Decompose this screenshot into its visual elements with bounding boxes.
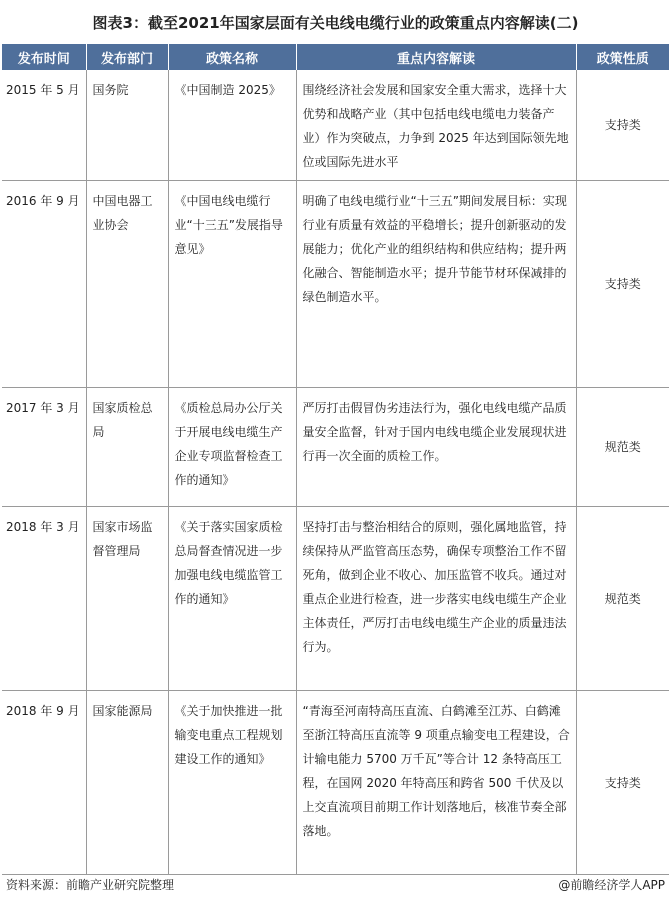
cell-policy: 《关于落实国家质检总局督查情况进一步加强电线电缆监管工作的通知》 xyxy=(168,507,296,691)
cell-dept: 中国电器工业协会 xyxy=(86,181,168,388)
cell-nature: 规范类 xyxy=(576,507,669,691)
cell-policy: 《中国制造 2025》 xyxy=(168,70,296,181)
table-row xyxy=(2,691,669,875)
table-row xyxy=(2,70,669,181)
cell-dept: 国家市场监督管理局 xyxy=(86,507,168,691)
cell-content: 严厉打击假冒伪劣违法行为，强化电线电缆产品质量安全监督，针对于国内电线电缆企业发展现状进行再一次全面的质检工作。 xyxy=(296,388,576,507)
chart-title: 图表3：截至2021年国家层面有关电线电缆行业的政策重点内容解读(二) xyxy=(92,13,579,32)
table-row xyxy=(2,181,669,388)
table-row xyxy=(2,388,669,507)
footer xyxy=(0,868,671,903)
cell-nature: 规范类 xyxy=(576,388,669,507)
cell-date: 2017 年 3 月 xyxy=(2,388,86,507)
cell-content: “青海至河南特高压直流、白鹤滩至江苏、白鹤滩至浙江特高压直流等 9 项重点输变电工程建设，合计输电能力 5700 万千瓦”等合计 12 条特高压工程，在国网 2020 年特高压和跨省 500 千伏及以上交直流项目前期工作计划落地后，核准节奏全部落地。 xyxy=(296,691,576,875)
table-row xyxy=(2,507,669,691)
header-policy: 政策名称 xyxy=(168,44,296,70)
header-content: 重点内容解读 xyxy=(296,44,576,70)
cell-content: 明确了电线电缆行业“十三五”期间发展目标：实现行业有质量有效益的平稳增长；提升创新驱动的发展能力；优化产业的组织结构和供应结构；提升两化融合、智能制造水平；提升节能节材环保减排的绿色制造水平。 xyxy=(296,181,576,388)
cell-date: 2015 年 5 月 xyxy=(2,70,86,181)
cell-policy: 《关于加快推进一批输变电重点工程规划建设工作的通知》 xyxy=(168,691,296,875)
cell-content: 围绕经济社会发展和国家安全重大需求，选择十大优势和战略产业（其中包括电线电缆电力装备产业）作为突破点，力争到 2025 年达到国际领先地位或国际先进水平 xyxy=(296,70,576,181)
cell-nature: 支持类 xyxy=(576,691,669,875)
policy-table xyxy=(2,44,669,875)
source-note: 资料来源：前瞻产业研究院整理 xyxy=(6,878,175,892)
cell-policy: 《中国电线电缆行业“十三五”发展指导意见》 xyxy=(168,181,296,388)
app-credit: @前瞻经济学人APP xyxy=(558,878,665,892)
cell-date: 2016 年 9 月 xyxy=(2,181,86,388)
header-dept: 发布部门 xyxy=(86,44,168,70)
cell-nature: 支持类 xyxy=(576,70,669,181)
cell-content: 坚持打击与整治相结合的原则，强化属地监管，持续保持从严监管高压态势，确保专项整治工作不留死角，做到企业不收心、加压监管不收兵。通过对重点企业进行检查，进一步落实电线电缆生产企业主体责任，严厉打击电线电缆生产企业的质量违法行为。 xyxy=(296,507,576,691)
cell-dept: 国家质检总局 xyxy=(86,388,168,507)
header-row xyxy=(2,44,669,70)
cell-policy: 《质检总局办公厅关于开展电线电缆生产企业专项监督检查工作的通知》 xyxy=(168,388,296,507)
cell-dept: 国务院 xyxy=(86,70,168,181)
header-nature: 政策性质 xyxy=(576,44,669,70)
header-date: 发布时间 xyxy=(2,44,86,70)
cell-date: 2018 年 9 月 xyxy=(2,691,86,875)
cell-dept: 国家能源局 xyxy=(86,691,168,875)
cell-nature: 支持类 xyxy=(576,181,669,388)
cell-date: 2018 年 3 月 xyxy=(2,507,86,691)
